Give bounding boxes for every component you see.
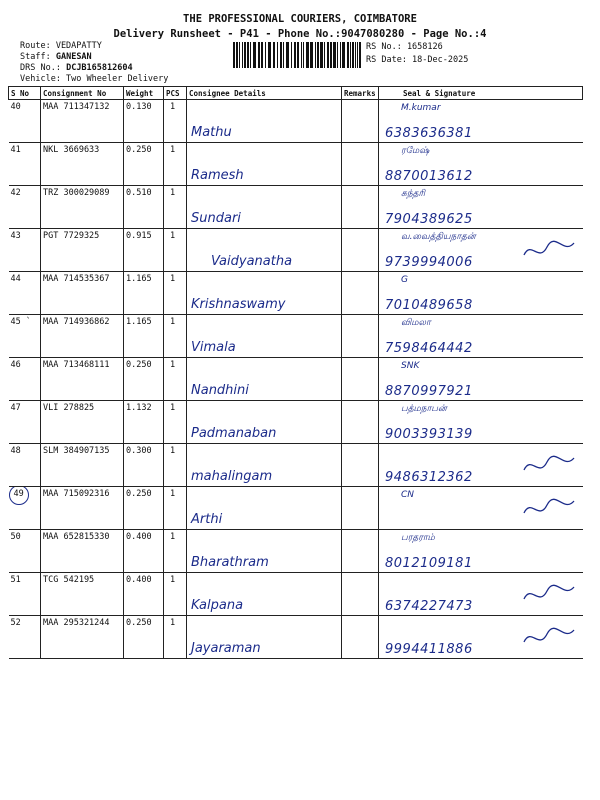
rs-number: RS No.: 1658126 bbox=[366, 42, 443, 52]
serial-number: 40 bbox=[10, 102, 21, 112]
phone-number: 7904389625 bbox=[385, 212, 473, 227]
route-line: Route: VEDAPATTY bbox=[20, 41, 102, 51]
serial-number-cell bbox=[9, 616, 41, 659]
consignee-cell bbox=[187, 315, 342, 358]
barcode-bar bbox=[242, 42, 243, 68]
signature-scribble bbox=[519, 493, 579, 523]
column-header: Consignee Details bbox=[187, 87, 342, 100]
barcode-bar bbox=[294, 42, 296, 68]
phone-number: 7598464442 bbox=[385, 341, 473, 356]
remarks-cell bbox=[342, 401, 379, 444]
consignee-cell bbox=[187, 487, 342, 530]
column-header: S No bbox=[9, 87, 41, 100]
drs-line bbox=[20, 63, 133, 73]
consignment-number: PGT 7729325 bbox=[41, 229, 124, 272]
signature-cell bbox=[379, 272, 583, 315]
weight-value: 0.250 bbox=[124, 358, 164, 401]
consignee-cell bbox=[187, 573, 342, 616]
barcode-bar bbox=[297, 42, 299, 68]
barcode-bar bbox=[236, 42, 238, 68]
barcode-bar bbox=[239, 42, 240, 68]
staff-name: GANESAN bbox=[55, 52, 92, 62]
serial-number: 45 ` bbox=[10, 317, 31, 327]
barcode-bar bbox=[303, 42, 304, 68]
weight-value: 0.510 bbox=[124, 186, 164, 229]
pcs-value: 1 bbox=[164, 229, 187, 272]
weight-value: 1.165 bbox=[124, 272, 164, 315]
consignment-number: MAA 714936862 bbox=[41, 315, 124, 358]
barcode-bar bbox=[277, 42, 278, 68]
consignee-cell bbox=[187, 100, 342, 143]
consignee-cell bbox=[187, 444, 342, 487]
barcode-bar bbox=[265, 42, 266, 68]
staff-line bbox=[20, 52, 92, 62]
consignee-name: Sundari bbox=[191, 211, 241, 226]
signature-note: M.kumar bbox=[401, 103, 441, 113]
serial-number-cell bbox=[9, 315, 41, 358]
barcode-image bbox=[233, 42, 361, 68]
weight-value: 0.250 bbox=[124, 143, 164, 186]
consignee-name: Padmanaban bbox=[191, 426, 277, 441]
barcode-bar bbox=[291, 42, 292, 68]
serial-number-cell bbox=[9, 530, 41, 573]
consignment-number: NKL 3669633 bbox=[41, 143, 124, 186]
pcs-value: 1 bbox=[164, 530, 187, 573]
phone-number: 8012109181 bbox=[385, 556, 473, 571]
consignment-number: MAA 714535367 bbox=[41, 272, 124, 315]
consignee-cell bbox=[187, 358, 342, 401]
barcode-bar bbox=[327, 42, 329, 68]
barcode-bar bbox=[350, 42, 351, 68]
signature-note: பரதராம் bbox=[401, 533, 435, 543]
serial-number: 48 bbox=[10, 446, 21, 456]
serial-number-cell bbox=[9, 487, 41, 530]
barcode-bar bbox=[244, 42, 246, 68]
barcode-bar bbox=[233, 42, 235, 68]
table-row bbox=[9, 444, 583, 487]
consignee-cell bbox=[187, 401, 342, 444]
consignee-cell bbox=[187, 530, 342, 573]
phone-number: 9003393139 bbox=[385, 427, 473, 442]
consignment-number: VLI 278825 bbox=[41, 401, 124, 444]
consignee-cell bbox=[187, 143, 342, 186]
pcs-value: 1 bbox=[164, 358, 187, 401]
signature-cell bbox=[379, 229, 583, 272]
consignee-name: Mathu bbox=[191, 125, 232, 140]
consignment-number: SLM 384907135 bbox=[41, 444, 124, 487]
signature-note: ரமேஷ் bbox=[401, 146, 430, 156]
consignee-cell bbox=[187, 186, 342, 229]
column-header: PCS bbox=[164, 87, 187, 100]
serial-number: 46 bbox=[10, 360, 21, 370]
drs-number: DCJB165812604 bbox=[66, 63, 133, 73]
remarks-cell bbox=[342, 315, 379, 358]
signature-cell bbox=[379, 358, 583, 401]
vehicle-line: Vehicle: Two Wheeler Delivery bbox=[20, 74, 169, 84]
serial-number-cell bbox=[9, 272, 41, 315]
barcode-bar bbox=[261, 42, 263, 68]
serial-number-cell bbox=[9, 186, 41, 229]
signature-cell bbox=[379, 100, 583, 143]
barcode-bar bbox=[301, 42, 302, 68]
serial-number: 42 bbox=[10, 188, 21, 198]
table-row bbox=[9, 530, 583, 573]
signature-note: வ.வைத்தியநாதன் bbox=[401, 232, 476, 242]
barcode-bar bbox=[355, 42, 356, 68]
consignee-name: Ramesh bbox=[191, 168, 244, 183]
table-row bbox=[9, 573, 583, 616]
serial-number: 47 bbox=[10, 403, 21, 413]
consignment-number: MAA 713468111 bbox=[41, 358, 124, 401]
serial-number: 49 bbox=[13, 489, 24, 499]
remarks-cell bbox=[342, 530, 379, 573]
barcode-bar bbox=[342, 42, 345, 68]
signature-cell bbox=[379, 315, 583, 358]
consignee-name: Vaidyanatha bbox=[211, 254, 293, 269]
consignee-cell bbox=[187, 229, 342, 272]
runsheet-subtitle: Delivery Runsheet - P41 - Phone No.:9047080280 - Page No.:4 bbox=[113, 28, 487, 40]
barcode-bar bbox=[340, 42, 341, 68]
serial-number-cell bbox=[9, 401, 41, 444]
barcode-bar bbox=[357, 42, 358, 68]
phone-number: 9739994006 bbox=[385, 255, 473, 270]
consignee-name: Vimala bbox=[191, 340, 236, 355]
serial-number: 51 bbox=[10, 575, 21, 585]
signature-cell bbox=[379, 444, 583, 487]
serial-number: 43 bbox=[10, 231, 21, 241]
signature-note: CN bbox=[401, 490, 415, 500]
pcs-value: 1 bbox=[164, 186, 187, 229]
table-row bbox=[9, 358, 583, 401]
barcode-bar bbox=[283, 42, 284, 68]
signature-scribble bbox=[519, 364, 579, 394]
phone-number: 6374227473 bbox=[385, 599, 473, 614]
signature-scribble bbox=[519, 149, 579, 179]
phone-number: 9994411886 bbox=[385, 642, 473, 657]
signature-cell bbox=[379, 186, 583, 229]
consignee-name: Kalpana bbox=[191, 598, 244, 613]
table-row bbox=[9, 186, 583, 229]
table-row bbox=[9, 229, 583, 272]
table-row bbox=[9, 401, 583, 444]
runsheet-table bbox=[8, 86, 583, 659]
barcode-bar bbox=[306, 42, 309, 68]
barcode-bar bbox=[333, 42, 336, 68]
signature-scribble bbox=[519, 407, 579, 437]
consignee-cell bbox=[187, 616, 342, 659]
table-row bbox=[9, 487, 583, 530]
barcode-bar bbox=[337, 42, 338, 68]
remarks-cell bbox=[342, 573, 379, 616]
pcs-value: 1 bbox=[164, 487, 187, 530]
signature-cell bbox=[379, 573, 583, 616]
weight-value: 0.250 bbox=[124, 616, 164, 659]
serial-number: 44 bbox=[10, 274, 21, 284]
barcode-bar bbox=[286, 42, 289, 68]
table-row bbox=[9, 616, 583, 659]
serial-number-cell bbox=[9, 444, 41, 487]
signature-note: SNK bbox=[401, 361, 420, 371]
phone-number: 7010489658 bbox=[385, 298, 473, 313]
barcode-bar bbox=[247, 42, 249, 68]
remarks-cell bbox=[342, 186, 379, 229]
consignment-number: MAA 711347132 bbox=[41, 100, 124, 143]
signature-note: G bbox=[401, 275, 408, 285]
pcs-value: 1 bbox=[164, 573, 187, 616]
pcs-value: 1 bbox=[164, 616, 187, 659]
barcode-bar bbox=[273, 42, 275, 68]
pcs-value: 1 bbox=[164, 444, 187, 487]
weight-value: 0.915 bbox=[124, 229, 164, 272]
document-title: THE PROFESSIONAL COURIERS, COIMBATORE bbox=[183, 13, 417, 25]
consignee-cell bbox=[187, 272, 342, 315]
remarks-cell bbox=[342, 358, 379, 401]
consignee-name: Nandhini bbox=[191, 383, 249, 398]
signature-scribble bbox=[519, 321, 579, 351]
serial-number-cell bbox=[9, 229, 41, 272]
serial-number-cell bbox=[9, 573, 41, 616]
barcode-bar bbox=[315, 42, 316, 68]
consignment-number: MAA 715092316 bbox=[41, 487, 124, 530]
signature-note: பத்மநாபன் bbox=[401, 404, 447, 414]
barcode-bar bbox=[250, 42, 251, 68]
weight-value: 0.130 bbox=[124, 100, 164, 143]
signature-scribble bbox=[519, 278, 579, 308]
serial-number: 52 bbox=[10, 618, 21, 628]
weight-value: 1.132 bbox=[124, 401, 164, 444]
table-row bbox=[9, 143, 583, 186]
barcode-bar bbox=[320, 42, 323, 68]
serial-number-cell bbox=[9, 358, 41, 401]
column-header: Consignment No bbox=[41, 87, 124, 100]
phone-number: 8870013612 bbox=[385, 169, 473, 184]
consignee-name: Bharathram bbox=[191, 555, 269, 570]
table-header-row bbox=[9, 87, 583, 100]
signature-scribble bbox=[519, 536, 579, 566]
barcode-bar bbox=[258, 42, 260, 68]
table-row bbox=[9, 100, 583, 143]
signature-scribble bbox=[519, 622, 579, 652]
staff-label: Staff: bbox=[20, 52, 51, 62]
remarks-cell bbox=[342, 616, 379, 659]
consignment-number: MAA 652815330 bbox=[41, 530, 124, 573]
remarks-cell bbox=[342, 272, 379, 315]
signature-note: சுந்தரி bbox=[401, 189, 425, 199]
signature-scribble bbox=[519, 192, 579, 222]
pcs-value: 1 bbox=[164, 143, 187, 186]
remarks-cell bbox=[342, 444, 379, 487]
signature-cell bbox=[379, 616, 583, 659]
consignee-name: Krishnaswamy bbox=[191, 297, 286, 312]
signature-note: விமலா bbox=[401, 318, 431, 328]
drs-label: DRS No.: bbox=[20, 63, 61, 73]
barcode-bar bbox=[268, 42, 271, 68]
barcode-bar bbox=[330, 42, 332, 68]
barcode-bar bbox=[317, 42, 319, 68]
phone-number: 9486312362 bbox=[385, 470, 473, 485]
barcode-bar bbox=[280, 42, 282, 68]
serial-number-cell bbox=[9, 100, 41, 143]
serial-number: 41 bbox=[10, 145, 21, 155]
remarks-cell bbox=[342, 100, 379, 143]
barcode-bar bbox=[324, 42, 325, 68]
signature-scribble bbox=[519, 579, 579, 609]
table-row bbox=[9, 272, 583, 315]
remarks-cell bbox=[342, 229, 379, 272]
serial-number: 50 bbox=[10, 532, 21, 542]
weight-value: 1.165 bbox=[124, 315, 164, 358]
barcode-bar bbox=[359, 42, 361, 68]
signature-cell bbox=[379, 487, 583, 530]
column-header: Remarks bbox=[342, 87, 379, 100]
weight-value: 0.300 bbox=[124, 444, 164, 487]
pcs-value: 1 bbox=[164, 401, 187, 444]
consignee-name: Arthi bbox=[191, 512, 223, 527]
barcode-bar bbox=[347, 42, 349, 68]
weight-value: 0.400 bbox=[124, 530, 164, 573]
signature-scribble bbox=[519, 235, 579, 265]
column-header: Seal & Signature bbox=[379, 87, 583, 100]
serial-number-cell bbox=[9, 143, 41, 186]
phone-number: 6383636381 bbox=[385, 126, 473, 141]
consignment-number: TRZ 300029089 bbox=[41, 186, 124, 229]
signature-scribble bbox=[519, 106, 579, 136]
remarks-cell bbox=[342, 143, 379, 186]
table-row bbox=[9, 315, 583, 358]
weight-value: 0.250 bbox=[124, 487, 164, 530]
signature-cell bbox=[379, 401, 583, 444]
pcs-value: 1 bbox=[164, 100, 187, 143]
consignee-name: mahalingam bbox=[191, 469, 273, 484]
barcode-bar bbox=[310, 42, 313, 68]
remarks-cell bbox=[342, 487, 379, 530]
consignment-number: TCG 542195 bbox=[41, 573, 124, 616]
pcs-value: 1 bbox=[164, 272, 187, 315]
signature-cell bbox=[379, 143, 583, 186]
weight-value: 0.400 bbox=[124, 573, 164, 616]
phone-number: 8870997921 bbox=[385, 384, 473, 399]
pcs-value: 1 bbox=[164, 315, 187, 358]
column-header: Weight bbox=[124, 87, 164, 100]
rs-date: RS Date: 18-Dec-2025 bbox=[366, 55, 469, 65]
signature-cell bbox=[379, 530, 583, 573]
barcode-bar bbox=[253, 42, 256, 68]
barcode-bar bbox=[352, 42, 354, 68]
consignee-name: Jayaraman bbox=[191, 641, 261, 656]
signature-scribble bbox=[519, 450, 579, 480]
consignment-number: MAA 295321244 bbox=[41, 616, 124, 659]
